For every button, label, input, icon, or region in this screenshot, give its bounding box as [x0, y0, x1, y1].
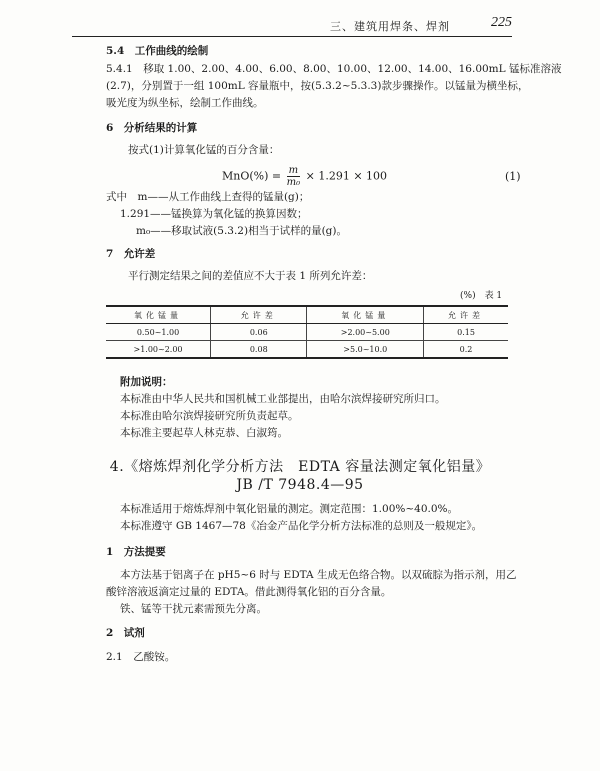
table-cell: 0.06	[211, 324, 307, 341]
table-caption: (%) 表 1	[460, 291, 503, 301]
table-cell: 0.2	[424, 341, 508, 359]
col-header: 氧化锰量	[106, 306, 211, 324]
header-title: 三、建筑用焊条、焊剂	[330, 20, 450, 33]
part4-s2-heading: 2 试剂	[106, 627, 145, 639]
col-header: 氧化锰量	[307, 306, 424, 324]
table-cell: >2.00~5.00	[307, 324, 424, 341]
section-5-4-1-line1: 5.4.1 移取 1.00、2.00、4.00、6.00、8.00、10.00、12.00、14.00、16.00mL 锰标准溶液	[106, 63, 562, 75]
formula-denominator: m₀	[286, 177, 301, 188]
formula-lhs: MnO(%) =	[222, 169, 282, 183]
part4-s1-line3: 铁、锰等干扰元素需预先分离。	[120, 603, 267, 615]
notes-line3: 本标准主要起草人林克恭、白淑筠。	[120, 427, 288, 439]
formula-rhs: × 1.291 × 100	[305, 169, 388, 183]
col-header: 允许差	[211, 306, 307, 324]
equation-number: (1)	[505, 170, 521, 183]
where-m: 式中 m——从工作曲线上查得的锰量(g)；	[106, 191, 310, 203]
section-6-heading: 6 分析结果的计算	[106, 122, 198, 134]
formula-1	[222, 165, 387, 188]
col-header: 允许差	[424, 306, 508, 324]
notes-heading: 附加说明：	[120, 376, 173, 388]
part4-ref: 本标准遵守 GB 1467—78《冶金产品化学分析方法标准的总则及一般规定》。	[120, 520, 483, 532]
formula-fraction	[287, 165, 301, 188]
table-cell: 0.50~1.00	[106, 324, 211, 341]
where-m0: m₀——移取试液(5.3.2)相当于试样的量(g)。	[136, 225, 347, 237]
section-5-4-1-line3: 吸光度为纵坐标，绘制工作曲线。	[106, 97, 264, 109]
section-6-intro: 按式(1)计算氧化锰的百分含量：	[128, 144, 280, 156]
part4-s2-1: 2.1 乙酸铵。	[106, 651, 176, 663]
notes-line2: 本标准由哈尔滨焊接研究所负责起草。	[120, 410, 299, 422]
notes-line1: 本标准由中华人民共和国机械工业部提出，由哈尔滨焊接研究所归口。	[120, 393, 446, 405]
table-cell: >5.0~10.0	[307, 341, 424, 359]
part4-s1-line2: 酸锌溶液返滴定过量的 EDTA。借此测得氧化铝的百分含量。	[106, 586, 392, 598]
section-5-4-1-line2: (2.7)，分别置于一组 100mL 容量瓶中，按(5.3.2~5.3.3)款步骤操作。以锰量为横坐标，	[106, 80, 529, 92]
table-cell: 0.08	[211, 341, 307, 359]
table-cell: 0.15	[424, 324, 508, 341]
section-5-4-heading: 5.4 工作曲线的绘制	[106, 45, 209, 57]
section-7-intro: 平行测定结果之间的差值应不大于表 1 所列允许差：	[128, 270, 373, 282]
tolerance-table	[106, 305, 508, 359]
running-header	[72, 14, 512, 37]
formula-numerator: m	[287, 165, 301, 177]
part4-s1-line1: 本方法基于铝离子在 pH5~6 时与 EDTA 生成无色络合物。以双硫腙为指示剂，用乙	[120, 569, 517, 581]
table-row	[106, 341, 508, 359]
table-cell: >1.00~2.00	[106, 341, 211, 359]
table-row	[106, 324, 508, 341]
where-factor: 1.291——锰换算为氧化锰的换算因数；	[120, 208, 308, 220]
part4-s1-heading: 1 方法提要	[106, 546, 166, 558]
page-number: 225	[491, 15, 512, 30]
section-7-heading: 7 允许差	[106, 248, 156, 260]
part4-scope: 本标准适用于熔炼焊剂中氧化铝量的测定。测定范围：1.00%~40.0%。	[120, 503, 459, 515]
part4-code: JB /T 7948.4—95	[236, 477, 364, 493]
table-header-row	[106, 306, 508, 324]
part4-title: 4.《熔炼焊剂化学分析方法 EDTA 容量法测定氧化铝量》	[109, 459, 491, 475]
